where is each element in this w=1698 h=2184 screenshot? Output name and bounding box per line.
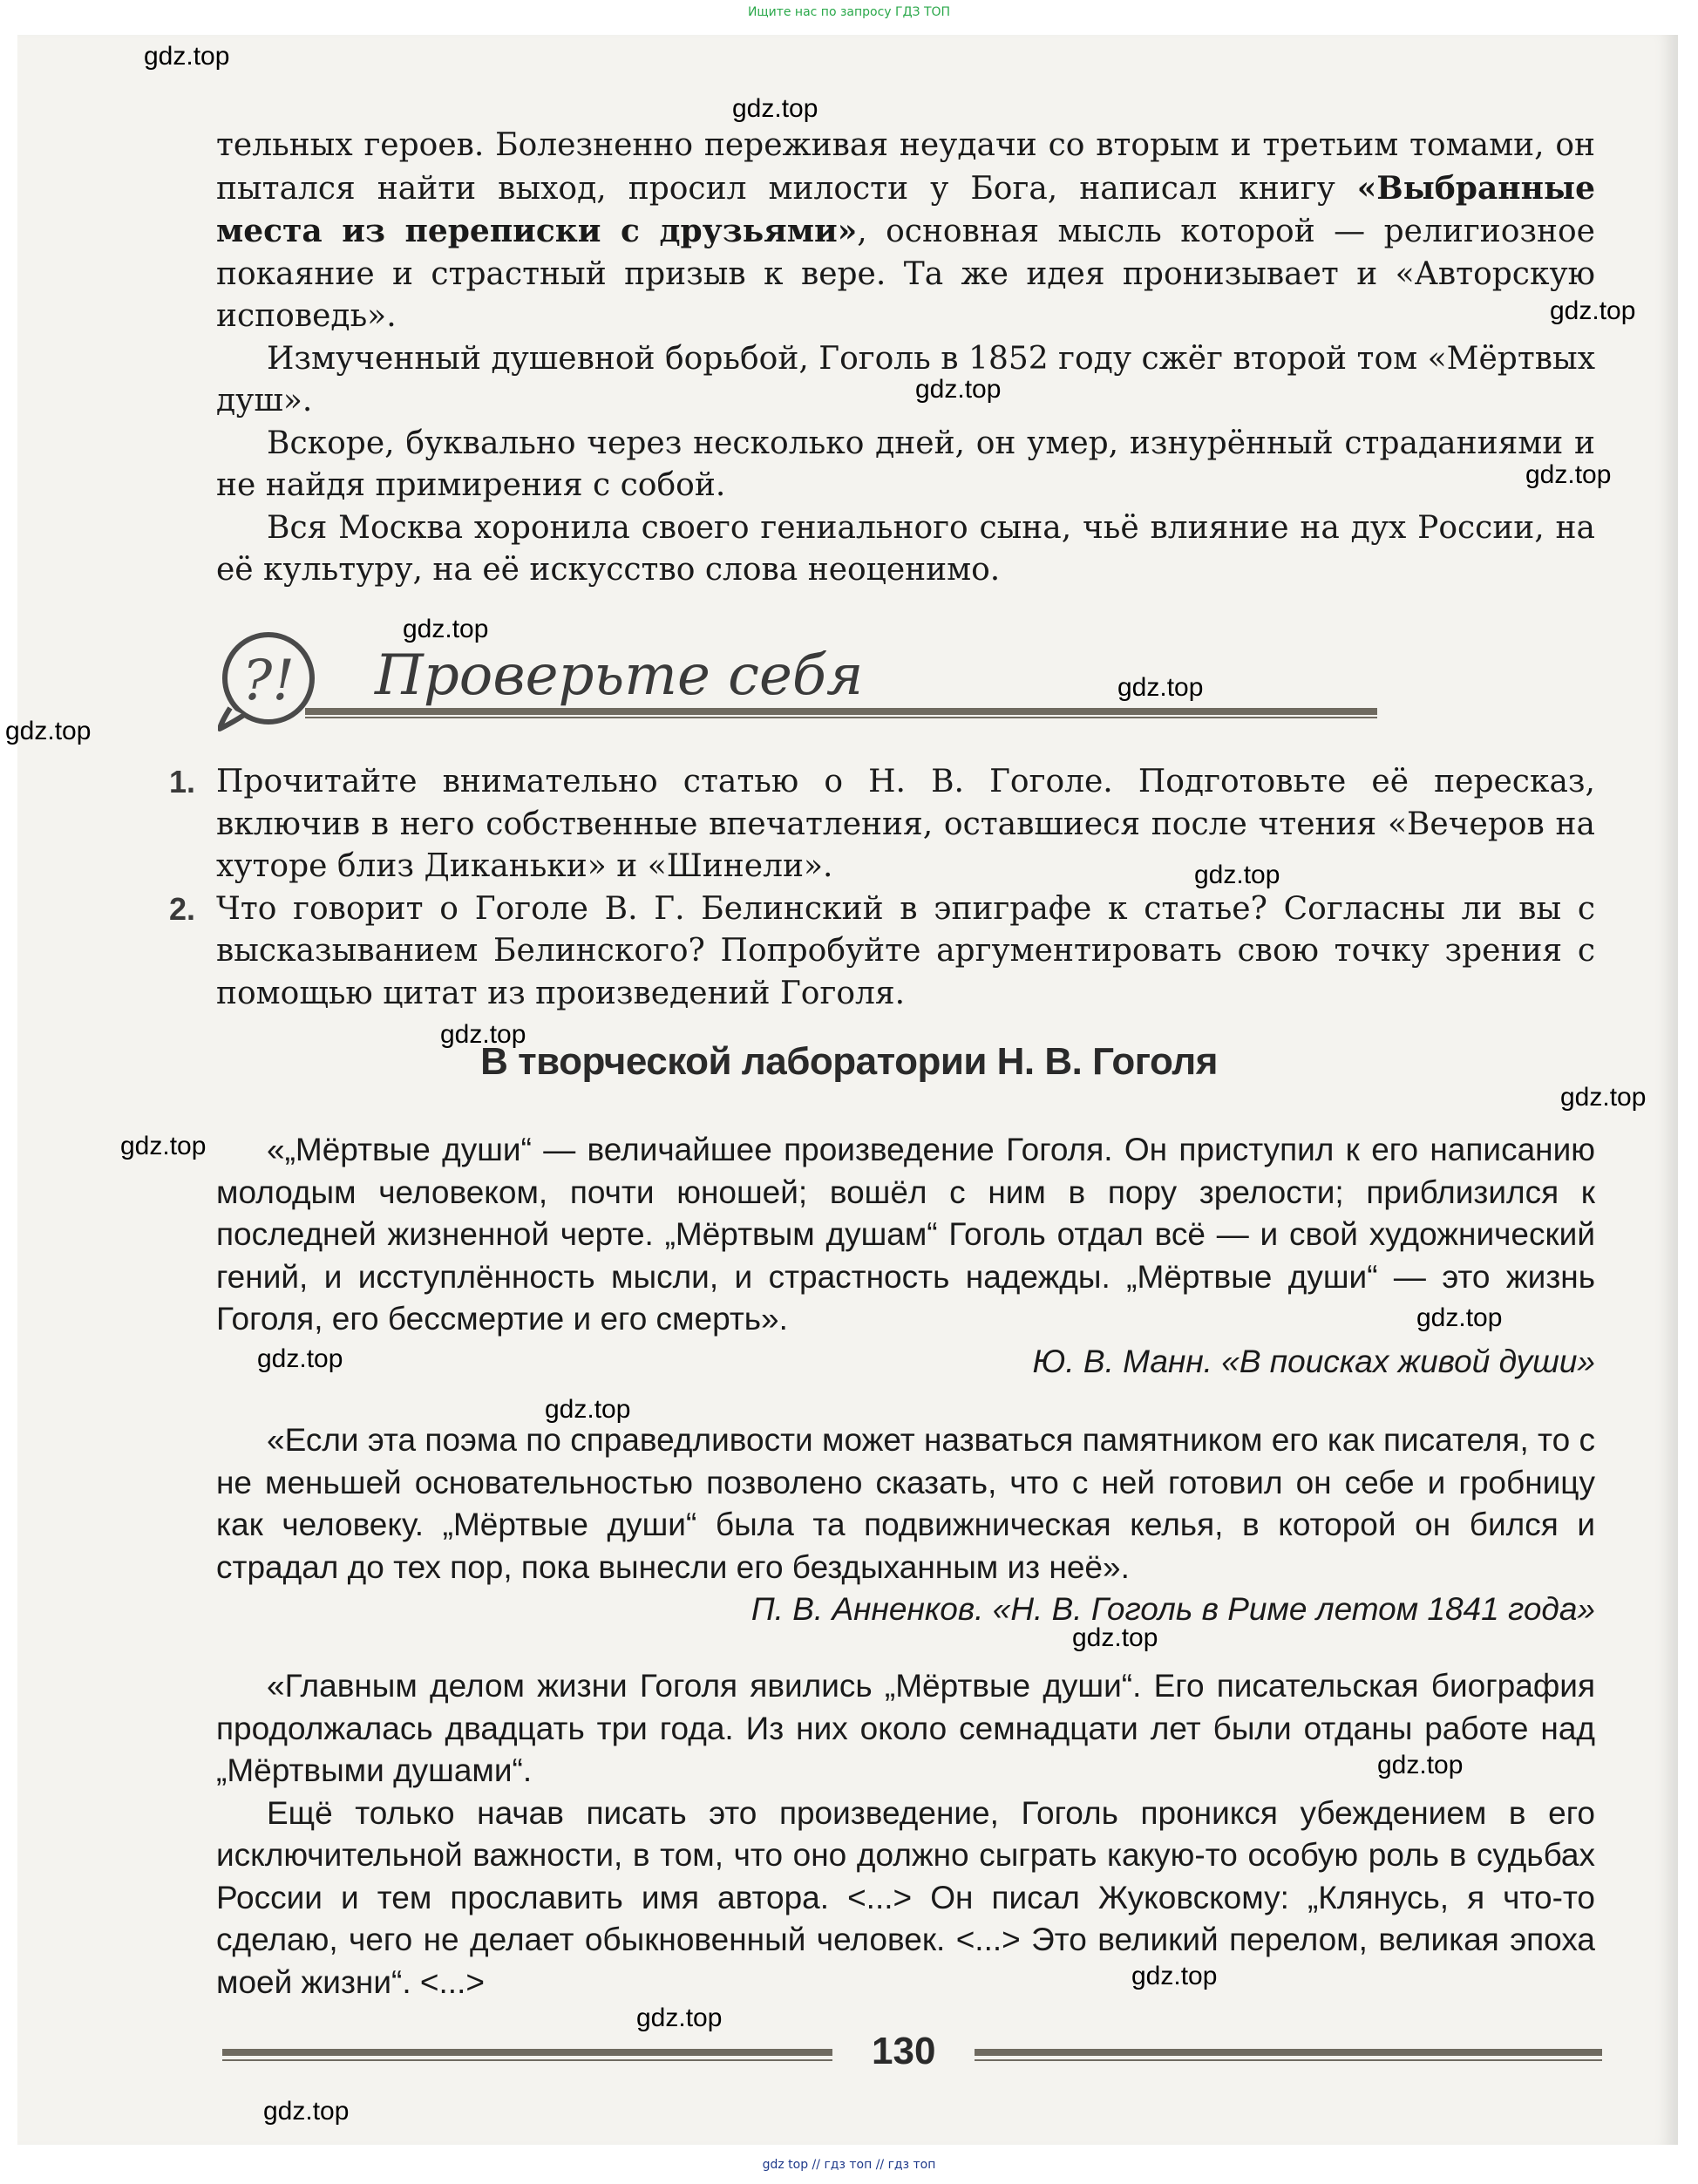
watermark: gdz.top: [1194, 861, 1280, 889]
watermark: gdz.top: [1072, 1623, 1158, 1652]
footer-rule-left-thin: [222, 2059, 832, 2061]
book-title: «Выбранные места из переписки с друзьями»: [216, 169, 1595, 249]
watermark: gdz.top: [915, 375, 1002, 404]
task-list: [169, 761, 1595, 1015]
quote-attribution: Ю. В. Манн. «В поисках живой души»: [1032, 1343, 1595, 1379]
check-yourself-title: Проверьте себя: [375, 643, 864, 708]
check-yourself-header: [218, 628, 1377, 741]
watermark: gdz.top: [263, 2097, 350, 2126]
footer-rule-right-thin: [975, 2059, 1602, 2061]
watermark: gdz.top: [1377, 1751, 1464, 1779]
quote-block-third: [216, 1665, 1595, 2004]
watermark: gdz.top: [732, 94, 818, 123]
quote-text: «„Мёртвые души“ — величайшее произведение Гоголя. Он приступил к его написанию молодым человеком, почти юношей; вошёл с ним в пору зрелости; приблизился к последней жизненной черте. „Мёртвым душам“ Гоголь отдал всё — и свой художнический гений, и исступлённость мысли, и страстность надежды. „Мёртвые души“ — это жизнь Гоголя, его бессмертие и его смерть».: [216, 1132, 1595, 1337]
watermark: gdz.top: [1550, 296, 1636, 325]
icon-glyph: ?!: [241, 649, 295, 713]
intro-text: [216, 125, 1595, 592]
intro-paragraph: тельных героев. Болезненно переживая неудачи со вторым и третьим томами, он пытался найти выход, просил милости у Бога, написал книгу «Выбранные места из переписки с друзьями», основная мысль которой — религиозное покаяние и страстный призыв к вере. Та же идея пронизывает и «Авторскую исповедь».: [216, 127, 1595, 334]
watermark: gdz.top: [5, 717, 92, 745]
watermark: gdz.top: [1416, 1303, 1503, 1332]
quote-text: «Главным делом жизни Гоголя явились „Мёртвые души“. Его писательская биография продолжалась двадцать три года. Из них около семнадцати лет были отданы работе над „Мёртвыми душами“.: [216, 1668, 1595, 1788]
intro-paragraph: Измученный душевной борьбой, Гоголь в 1852 году сжёг второй том «Мёртвых душ».: [216, 340, 1595, 418]
header-rule: [305, 708, 1377, 715]
quote-text: «Если эта поэма по справедливости может назваться памятником его как писателя, то с не меньшей основательностью позволено сказать, что с ней готовил он себе и гробницу как человеку. „Мёртвые души“ была та подвижническая келья, в которой он бился и страдал до тех пор, пока вынесли его бездыханным из неё».: [216, 1422, 1595, 1585]
quote-block-mann: [216, 1129, 1595, 1383]
task-item: [169, 888, 1595, 1016]
header-rule-thin: [305, 717, 1377, 718]
watermark: gdz.top: [257, 1344, 343, 1373]
watermark: gdz.top: [144, 42, 230, 71]
task-number: 2.: [169, 890, 196, 927]
watermark: gdz.top: [403, 615, 489, 643]
page-number: 130: [872, 2030, 936, 2072]
task-number: 1.: [169, 764, 196, 799]
footer-rule-left: [222, 2049, 832, 2056]
watermark: gdz.top: [440, 1020, 526, 1049]
intro-paragraph: Вскоре, буквально через несколько дней, он умер, изнурённый страданиями и не найдя примирения с собой.: [216, 425, 1595, 503]
watermark: gdz.top: [1560, 1083, 1647, 1112]
watermark: gdz.top: [1131, 1962, 1218, 1990]
watermark: gdz.top: [545, 1395, 631, 1424]
watermark: gdz.top: [1117, 673, 1204, 702]
quote-block-annenkov: [216, 1419, 1595, 1631]
top-search-note: Ищите нас по запросу ГДЗ ТОП: [747, 5, 951, 19]
task-item: [169, 761, 1595, 888]
task-text: Что говорит о Гоголе В. Г. Белинский в эпиграфе к статье? Согласны ли вы с высказыванием Белинского? Попробуйте аргументировать свою точку зрения с помощью цитат из произведений Гоголя.: [216, 890, 1595, 1011]
section-title: В творческой лаборатории Н. В. Гоголя: [480, 1040, 1218, 1083]
footer-rule-right: [975, 2049, 1602, 2056]
watermark: gdz.top: [636, 2004, 723, 2032]
task-text: Прочитайте внимательно статью о Н. В. Гоголе. Подготовьте её пересказ, включив в него собственные впечатления, оставшиеся после чтения «Вечеров на хуторе близ Диканьки» и «Шинели».: [216, 764, 1595, 884]
watermark: gdz.top: [120, 1132, 207, 1160]
bottom-note: gdz top // гдз топ // гдз топ: [762, 2158, 936, 2172]
quote-attribution: П. В. Анненков. «Н. В. Гоголь в Риме летом 1841 года»: [751, 1591, 1595, 1627]
intro-paragraph: Вся Москва хоронила своего гениального сына, чьё влияние на дух России, на её культуру, на её искусство слова неоценимо.: [216, 509, 1595, 588]
quote-text: Ещё только начав писать это произведение, Гоголь проникся убеждением в его исключительной важности, в том, что оно должно сыграть какую-то особую роль в судьбах России и тем прославить имя автора. <...> Он писал Жуковскому: „Клянусь, я что-то сделаю, чего не делает обыкновенный человек. <...> Это великий перелом, великая эпоха моей жизни“. <...>: [216, 1794, 1595, 2000]
watermark: gdz.top: [1525, 460, 1612, 489]
